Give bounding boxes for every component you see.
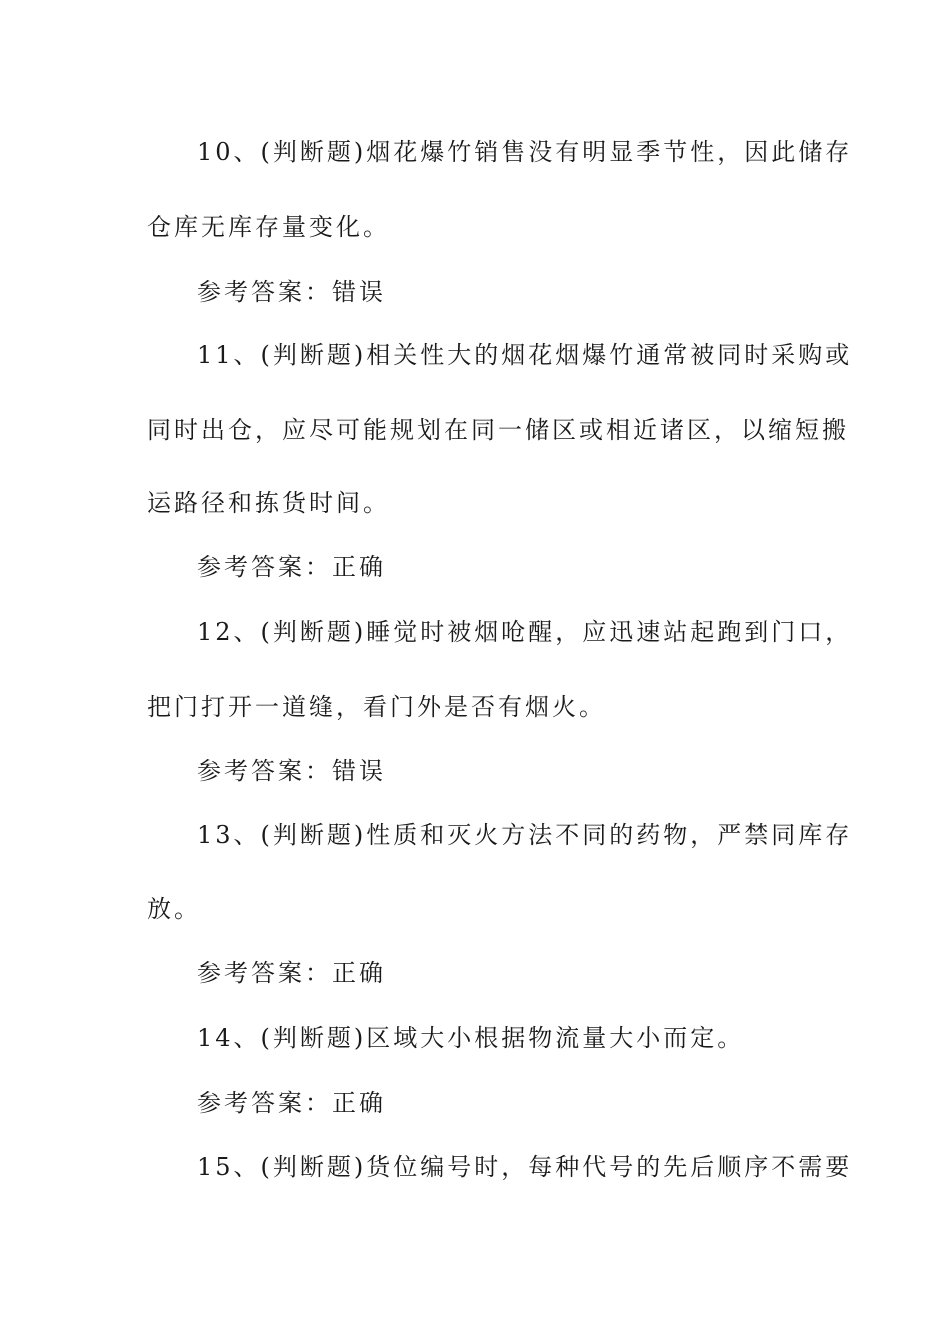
question-11-answer: 参考答案：正确 bbox=[197, 553, 386, 581]
question-10-answer: 参考答案：错误 bbox=[197, 278, 386, 306]
question-13-answer: 参考答案：正确 bbox=[197, 959, 386, 987]
question-12-line-2: 把门打开一道缝，看门外是否有烟火。 bbox=[147, 693, 606, 721]
question-14-answer: 参考答案：正确 bbox=[197, 1089, 386, 1117]
question-14-line-1: 14、(判断题)区域大小根据物流量大小而定。 bbox=[197, 1024, 745, 1052]
question-10-line-2: 仓库无库存量变化。 bbox=[147, 213, 390, 241]
question-11-line-3: 运路径和拣货时间。 bbox=[147, 489, 390, 517]
question-10-line-1: 10、(判断题)烟花爆竹销售没有明显季节性，因此储存 bbox=[197, 138, 853, 166]
question-13-line-1: 13、(判断题)性质和灭火方法不同的药物，严禁同库存 bbox=[197, 821, 853, 849]
question-12-line-1: 12、(判断题)睡觉时被烟呛醒，应迅速站起跑到门口， bbox=[197, 618, 853, 646]
question-13-line-2: 放。 bbox=[147, 895, 201, 923]
question-11-line-2: 同时出仓，应尽可能规划在同一储区或相近诸区，以缩短搬 bbox=[147, 416, 849, 444]
question-11-line-1: 11、(判断题)相关性大的烟花烟爆竹通常被同时采购或 bbox=[197, 341, 853, 369]
question-15-line-1: 15、(判断题)货位编号时，每种代号的先后顺序不需要 bbox=[197, 1153, 853, 1181]
question-12-answer: 参考答案：错误 bbox=[197, 757, 386, 785]
